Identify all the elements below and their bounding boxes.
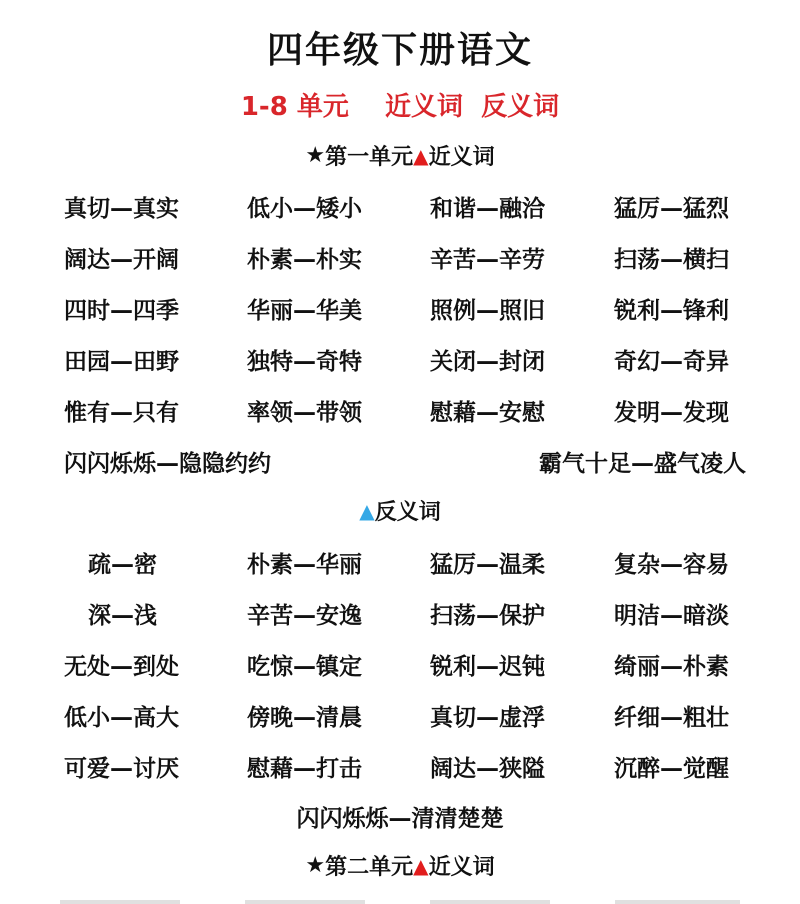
blue-triangle-icon: ▲ [359,498,375,523]
antonym-pair: 真切—虚浮 [430,705,545,731]
unit1-synonym-table [64,190,744,445]
antonym-pair: 疏—密 [88,552,157,578]
antonym-row [64,648,744,699]
synonym-pair: 闪闪烁烁—隐隐约约 [64,451,271,477]
synonym-pair: 猛厉—猛烈 [614,196,729,222]
antonym-pair: 吃惊—镇定 [247,654,362,680]
synonym-row [64,292,744,343]
antonym-pair: 慰藉—打击 [247,756,362,782]
antonym-pair: 复杂—容易 [614,552,729,578]
red-triangle-icon: ▲ [413,853,429,878]
synonym-pair: 发明—发现 [614,400,729,426]
antonym-pair: 扫荡—保护 [430,603,545,629]
unit-title: 第一单元 [325,145,414,170]
unit-title: 第二单元 [325,855,414,880]
synonym-pair: 真切—真实 [64,196,179,222]
synonym-pair: 四时—四季 [64,298,179,324]
synonym-pair: 照例—照旧 [430,298,545,324]
antonym-pair: 可爱—讨厌 [64,756,179,782]
antonym-pair: 朴素—华丽 [247,552,362,578]
antonym-pair: 绮丽—朴素 [614,654,729,680]
antonym-pair: 锐利—迟钝 [430,654,545,680]
antonym-row [64,597,744,648]
antonym-pair: 辛苦—安逸 [247,603,362,629]
page-subtitle: 1-8 单元 近义词 反义词 [240,92,560,122]
antonym-row [64,699,744,750]
synonym-pair: 辛苦—辛劳 [430,247,545,273]
star-icon: ★ [305,143,326,168]
antonym-pair: 深—浅 [88,603,157,629]
red-triangle-icon: ▲ [413,143,429,168]
antonym-row [64,750,744,801]
section-type: 反义词 [374,500,441,525]
antonym-pair: 傍晚—清晨 [247,705,362,731]
unit1-antonym-table [64,546,744,801]
antonym-pair: 明洁—暗淡 [614,603,729,629]
synonym-pair: 独特—奇特 [247,349,362,375]
synonym-row [64,343,744,394]
synonym-pair: 扫荡—横扫 [614,247,729,273]
antonym-pair: 猛厉—温柔 [430,552,545,578]
synonym-pair: 华丽—华美 [247,298,362,324]
unit2-synonym-heading [0,850,800,881]
synonym-pair: 奇幻—奇异 [614,349,729,375]
synonym-pair: 田园—田野 [64,349,179,375]
antonym-pair: 无处—到处 [64,654,179,680]
page-title: 四年级下册语文 [266,30,533,71]
synonym-pair: 阔达—开阔 [64,247,179,273]
synonym-pair: 关闭—封闭 [430,349,545,375]
antonym-pair: 沉醉—觉醒 [614,756,729,782]
synonym-pair: 慰藉—安慰 [430,400,545,426]
synonym-pair: 和谐—融洽 [430,196,545,222]
section-type: 近义词 [428,855,495,880]
synonym-pair: 锐利—锋利 [614,298,729,324]
antonym-pair: 纤细—粗壮 [614,705,729,731]
star-icon: ★ [305,853,326,878]
unit1-antonym-heading [0,495,800,526]
unit1-synonym-heading [0,140,800,171]
antonym-pair: 阔达—狭隘 [430,756,545,782]
next-row-cutoff [0,892,800,904]
synonym-row [64,190,744,241]
synonym-row [64,394,744,445]
synonym-pair: 率领—带领 [247,400,362,426]
synonym-pair: 霸气十足—盛气凌人 [539,451,746,477]
antonym-pair: 闪闪烁烁—清清楚楚 [296,806,504,832]
synonym-pair: 惟有—只有 [64,400,179,426]
synonym-pair: 朴素—朴实 [247,247,362,273]
antonym-row [64,546,744,597]
synonym-pair: 低小—矮小 [247,196,362,222]
section-type: 近义词 [428,145,495,170]
synonym-row [64,241,744,292]
antonym-pair: 低小—高大 [64,705,179,731]
